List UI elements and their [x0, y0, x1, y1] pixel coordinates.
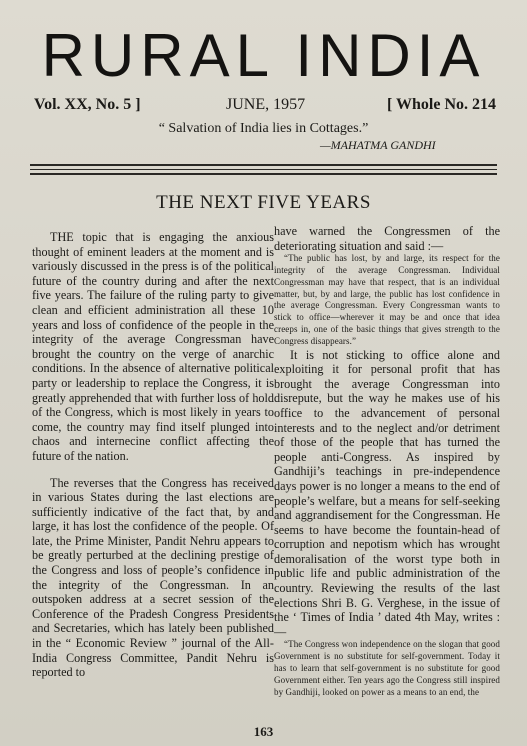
header-rule: [30, 169, 497, 170]
block-quote: “The public has lost, by and large, its respect for the integrity of the average Congressman. Individual Congressman may have that respect, that is an individual matter, but, by and large, the public has lost confidence in the average Congressman. Every Congressman wants to stick to office—wherever it may be and once that idea creeps in, one of the basic things that gives strength to the Congress disappears.”: [274, 253, 500, 346]
article-headline: THE NEXT FIVE YEARS: [156, 192, 371, 213]
motto-quote: “ Salvation of India lies in Cottages.”: [158, 121, 369, 136]
motto-attribution: —MAHATMA GANDHI: [320, 138, 436, 152]
issue-line: [34, 96, 496, 116]
block-quote: “The Congress won independence on the slogan that good Government is no substitute for self-government. Today it has to learn that self-government is no substitute for good Government either. Ten years ago the Congress still inspired by Gandhiji, looked on power as a means to an end, the: [274, 639, 500, 697]
issue-date: JUNE, 1957: [226, 96, 306, 113]
page-number: 163: [253, 724, 274, 739]
header-rule: [30, 173, 497, 175]
article-paragraph: have warned the Congressmen of the deteriorating situation and said :—: [274, 224, 500, 253]
article-paragraph: THE topic that is engaging the anxious thought of eminent leaders at the moment and is variously discussed in the press is of the political future of the country during and after the next five years. The failure of the ruling party to give clean and efficient administration all these 10 years and loss of confidence of the people in the integrity of the average Congressman have brought the country on the verge of anarchic conditions. In the absence of alternative political party or leadership to replace the Congress, it is greatly apprehended that with further loss of hold of the Congress, which is most likely in years to come, the country may find itself plunged into chaos and internecine conflict affecting the future of the nation.: [32, 230, 274, 463]
header-rule: [30, 164, 497, 166]
volume-number: Vol. XX, No. 5 ]: [34, 96, 141, 113]
article-paragraph: The reverses that the Congress has received in various States during the last elections are sufficiently indicative of the fact that, by and large, it has lost the confidence of the people. Of late, the Prime Minister, Pandit Nehru appears to be greatly perturbed at the declining prestige of the Congress and loss of people’s confidence in the integrity of the Congressman. In an outspoken address at a secret session of the Conference of the Pradesh Congress Presidents and Secretaries, which has lately been published in the “ Economic Review ” journal of the All-India Congress Committee, Pandit Nehru is reported to: [32, 475, 274, 680]
whole-number: [ Whole No. 214: [386, 96, 496, 113]
masthead-title: RURAL INDIA: [41, 22, 486, 89]
article-column-left: [32, 230, 274, 680]
article-paragraph: It is not sticking to office alone and exploiting it for personal profit that has brought the average Congressman into disrepute, but the way he makes use of his office to the advancement of personal interests and to the neglect and/or detriment of those of the people that has turned the people anti-Congress. As inspired by Gandhiji’s teachings in pre-independence days power is no longer a means to the end of people’s welfare, but a means for self-seeking and aggrandisement for the Congressman. He seems to have become the fountain-head of corruption and nepotism which has wrought demoralisation of the worst type both in public life and public administration of the country. Reviewing the results of the last elections Shri B. G. Verghese, in the issue of the ‘ Times of India ’ dated 4th May, writes :—: [274, 347, 500, 639]
article-column-right: [274, 224, 500, 698]
